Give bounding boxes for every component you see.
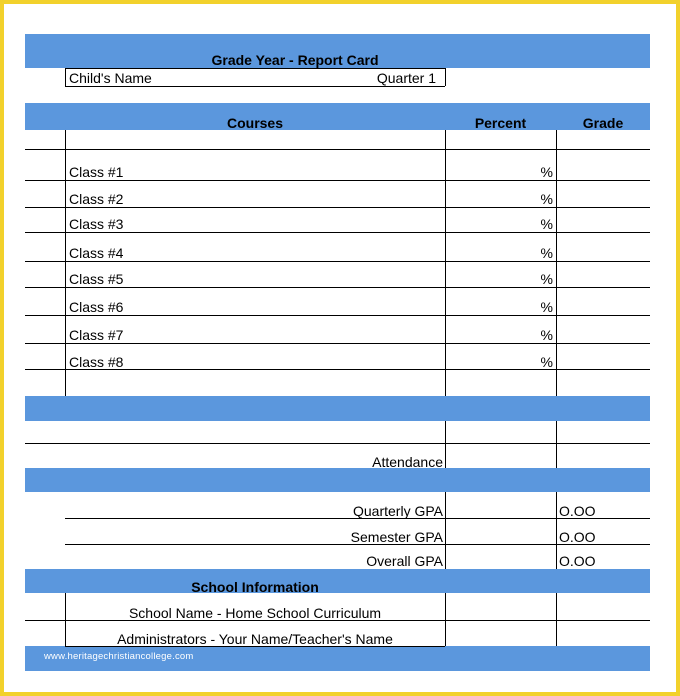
class-name: Class #5	[69, 271, 124, 287]
line	[65, 130, 66, 396]
line	[65, 68, 66, 86]
quarter-label: Quarter 1	[376, 70, 436, 86]
school-name-line: School Name - Home School Curriculum	[128, 605, 382, 621]
line	[556, 593, 557, 646]
section-band-gpa	[25, 468, 650, 492]
section-band	[25, 396, 650, 421]
quarterly-gpa-label: Quarterly GPA	[353, 503, 443, 519]
report-card-sheet	[25, 29, 650, 671]
percent-sign: %	[540, 299, 553, 315]
line	[65, 86, 445, 87]
courses-header: Courses	[226, 115, 284, 131]
line	[445, 421, 446, 468]
percent-sign: %	[540, 216, 553, 232]
class-name: Class #8	[69, 354, 124, 370]
semester-gpa-value: O.OO	[559, 529, 596, 545]
quarterly-gpa-value: O.OO	[559, 503, 596, 519]
line	[556, 421, 557, 468]
line	[65, 68, 445, 69]
line	[556, 130, 557, 396]
childs-name-field[interactable]: Child's Name	[69, 70, 152, 86]
line	[445, 130, 446, 396]
administrators-line: Administrators - Your Name/Teacher's Name	[117, 631, 393, 647]
attendance-label: Attendance	[372, 454, 443, 470]
class-name: Class #3	[69, 216, 124, 232]
grade-header: Grade	[582, 115, 624, 131]
class-name: Class #2	[69, 191, 124, 207]
percent-sign: %	[540, 327, 553, 343]
percent-sign: %	[540, 354, 553, 370]
report-title: Grade Year - Report Card	[211, 52, 379, 68]
percent-sign: %	[540, 271, 553, 287]
overall-gpa-label: Overall GPA	[366, 553, 443, 569]
school-info-heading: School Information	[191, 579, 319, 595]
line	[556, 492, 557, 569]
percent-header: Percent	[474, 115, 527, 131]
percent-sign: %	[540, 191, 553, 207]
percent-sign: %	[540, 245, 553, 261]
class-name: Class #6	[69, 299, 124, 315]
watermark-text: www.heritagechristiancollege.com	[44, 651, 194, 662]
line	[445, 492, 446, 569]
class-name: Class #4	[69, 245, 124, 261]
semester-gpa-label: Semester GPA	[350, 529, 443, 545]
class-name: Class #7	[69, 327, 124, 343]
percent-sign: %	[540, 164, 553, 180]
overall-gpa-value: O.OO	[559, 553, 596, 569]
line	[445, 593, 446, 646]
class-name: Class #1	[69, 164, 124, 180]
line	[445, 68, 446, 86]
